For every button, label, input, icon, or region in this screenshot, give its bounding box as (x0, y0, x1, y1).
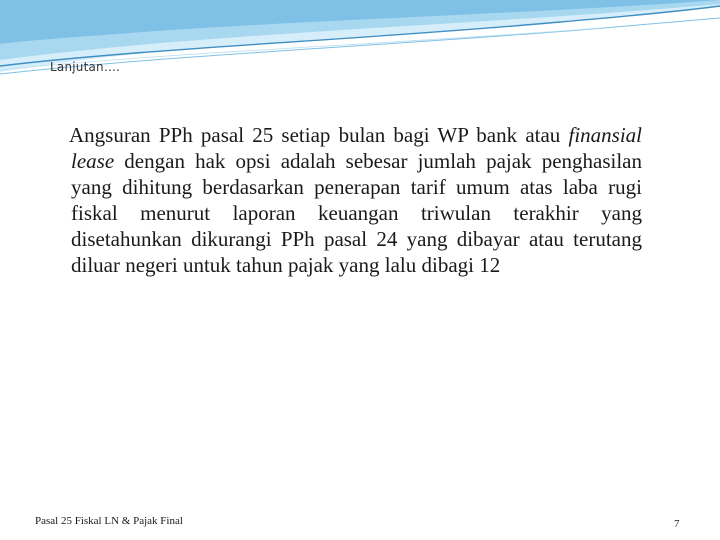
body-text-italic-term: finansial lease (71, 123, 642, 173)
slide-body (52, 122, 642, 278)
body-text-part-2: dengan hak opsi adalah sebesar jumlah pajak penghasilan yang dihitung berdasarkan penerapan tarif umum atas laba rugi fiskal menurut laporan keuangan triwulan terakhir yang disetahunkan dikurangi PPh pasal 24 yang dibayar atau terutang diluar negeri untuk tahun pajak yang lalu dibagi 12 (71, 149, 642, 277)
header-wave-decoration (0, 0, 720, 90)
page-number: 7 (674, 518, 680, 530)
body-paragraph (52, 122, 642, 278)
body-text-part-1: Angsuran PPh pasal 25 setiap bulan bagi WP bank atau (69, 123, 569, 147)
slide-subtitle: Lanjutan…. (50, 60, 121, 74)
footer-title: Pasal 25 Fiskal LN & Pajak Final (35, 515, 183, 527)
